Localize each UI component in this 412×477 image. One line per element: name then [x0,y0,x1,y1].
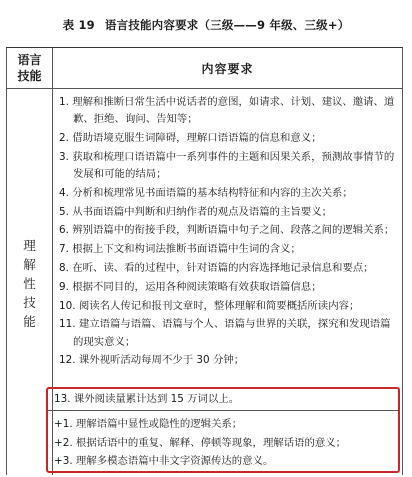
requirement-item: 4. 分析和梳理常见书面语篇的基本结构特征和内容的主次关系； [59,186,353,199]
table-number: 表 19 [62,18,95,32]
plus-requirement-item: +1. 理解语篇中显性或隐性的逻辑关系； [54,418,243,430]
requirement-item: 11. 建立语篇与语篇、语篇与个人、语篇与世界的关联，探究和发现语篇的现实意义； [59,318,391,348]
skill-char: 理 [23,238,36,253]
plus-requirement-item: +2. 根据话语中的重复、解释、停顿等现象，理解话语的意义； [54,436,347,449]
requirement-item: 10. 阅读名人传记和报刊文章时，整体理解和简要概括所读内容； [59,299,360,312]
requirement-item: 9. 根据不同目的，运用各种阅读策略有效获取语篇信息； [59,280,322,293]
highlighted-requirements-box [46,387,400,473]
plus-requirement-list [54,415,394,471]
requirement-item: 1. 理解和推断日常生活中说话者的意图，如请求、计划、建议、邀请、道歉、拒绝、询问、告知等； [59,96,395,126]
header-skill-label [7,52,52,84]
requirement-item: 2. 借助语境克服生词障碍，理解口语语篇的信息和意义； [59,132,322,144]
header-content-label: 内容要求 [201,62,254,76]
requirement-item: 5. 从书面语篇中判断和归纳作者的观点及语篇的主旨要义； [59,205,332,218]
requirement-list [59,94,399,371]
table-caption [0,17,412,33]
table-header-row [7,48,402,89]
header-skill-label-line: 语言 [17,53,42,67]
plus-requirement-item: +3. 理解多模态语篇中非文字资源传达的意义。 [54,455,274,467]
header-skill-label-line: 技能 [17,69,42,83]
row-divider [48,410,398,411]
requirement-item: 7. 根据上下文和构词法推断书面语篇中生词的含义； [59,243,301,256]
requirement-item: 3. 获取和梳理口语语篇中一系列事件的主题和因果关系，预测故事情节的发展和可能的结局； [59,150,395,180]
skill-char: 性 [23,276,36,291]
skill-char: 技 [23,295,36,310]
skill-char: 解 [23,257,36,272]
requirement-item: 6. 辨别语篇中的衔接手段，判断语篇中句子之间、段落之间的逻辑关系； [59,224,395,237]
table-title: 语言技能内容要求（三级——9 年级、三级+） [104,18,350,32]
skill-category-label [7,236,52,331]
skill-char: 能 [23,314,36,329]
requirement-item: 8. 在听、读、看的过程中，针对语篇的内容选择地记录信息和要点； [59,261,374,274]
requirement-item-highlighted: 13. 课外阅读量累计达到 15 万词以上。 [54,393,240,405]
requirement-item: 12. 课外视听活动每周不少于 30 分钟； [59,354,245,367]
